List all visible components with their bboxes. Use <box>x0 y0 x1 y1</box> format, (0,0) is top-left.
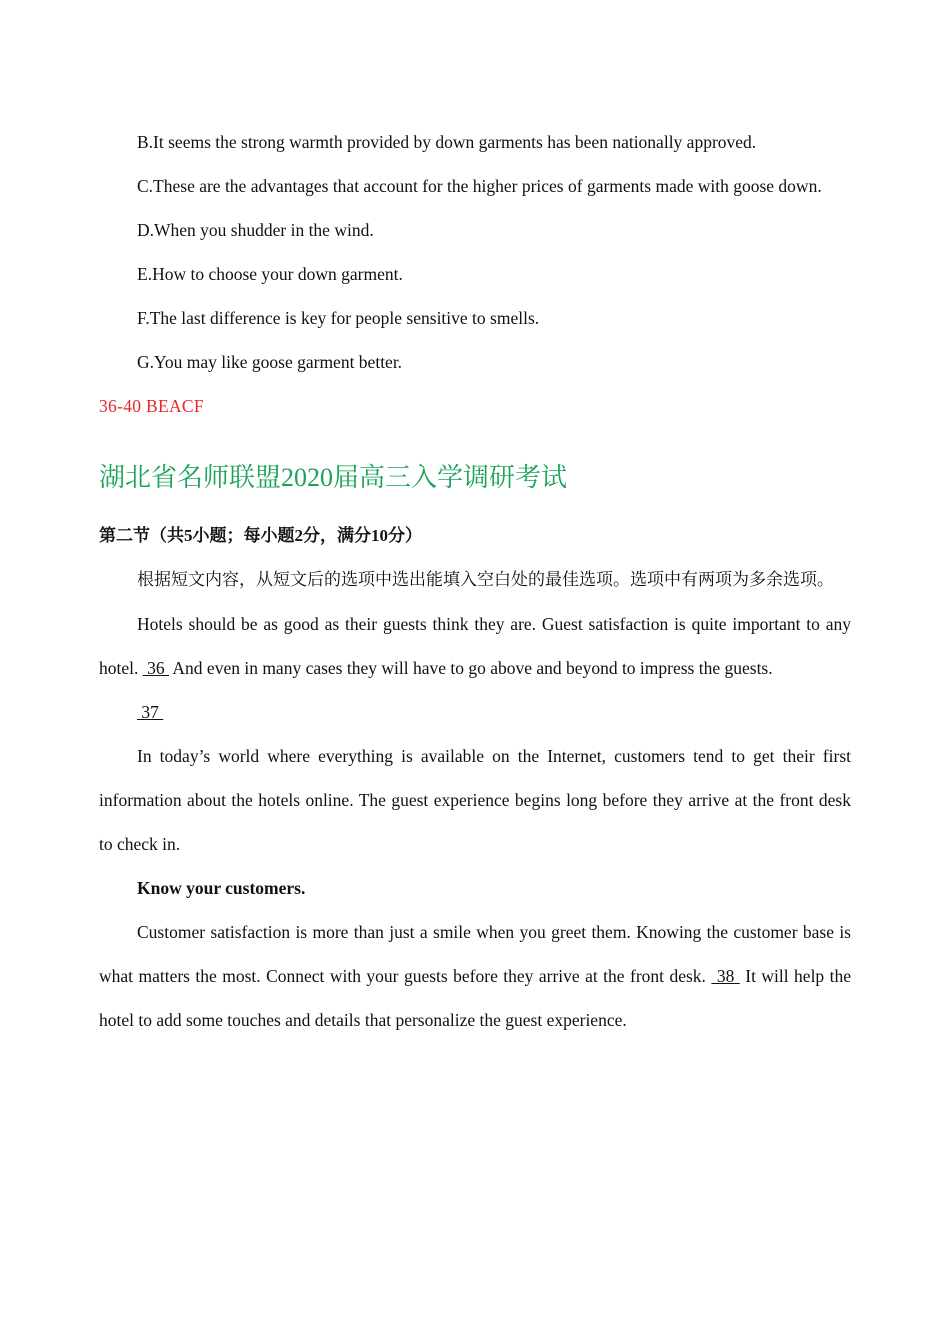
option-f: F.The last difference is key for people sensitive to smells. <box>137 308 540 328</box>
option-c: C.These are the advantages that account for the higher prices of garments made with goose down. <box>137 176 822 196</box>
section-title: 第二节（共5小题；每小题2分，满分10分） <box>99 526 422 545</box>
blank-37: 37 <box>137 702 164 722</box>
document-page <box>99 120 851 1042</box>
blank-36: 36 <box>142 658 169 678</box>
passage-text: And even in many cases they will have to go above and beyond to impress the guests. <box>169 658 773 678</box>
option-b: B.It seems the strong warmth provided by down garments has been nationally approved. <box>137 132 757 152</box>
instructions: 根据短文内容，从短文后的选项中选出能填入空白处的最佳选项。选项中有两项为多余选项。 <box>137 570 834 589</box>
exam-title: 湖北省名师联盟2020届高三入学调研考试 <box>99 463 568 492</box>
option-g: G.You may like goose garment better. <box>137 352 403 372</box>
passage-subheading: Know your customers. <box>137 878 306 898</box>
passage-paragraph-1 <box>99 602 851 690</box>
option-e: E.How to choose your down garment. <box>137 264 403 284</box>
blank-38: 38 <box>711 966 740 986</box>
answer-key: 36-40 BEACF <box>99 396 204 416</box>
passage-paragraph-3 <box>99 910 851 1042</box>
passage-paragraph-2: In today’s world where everything is available on the Internet, customers tend to get their first information about the hotels online. The guest experience begins long before they arrive at the front desk to check in. <box>99 746 851 854</box>
passage-text: Customer satisfaction is more than just a smile when you greet them. Knowing the customer base is what matters the most. Connect with your guests before they arrive at the front desk. <box>99 922 851 986</box>
option-d: D.When you shudder in the wind. <box>137 220 374 240</box>
passage-text: It will help the hotel to add some touches and details that personalize the guest experience. <box>99 966 852 1030</box>
passage-blank-line-37 <box>99 690 851 734</box>
passage-text: Hotels should be as good as their guests think they are. Guest satisfaction is quite important to any hotel. <box>99 614 851 678</box>
